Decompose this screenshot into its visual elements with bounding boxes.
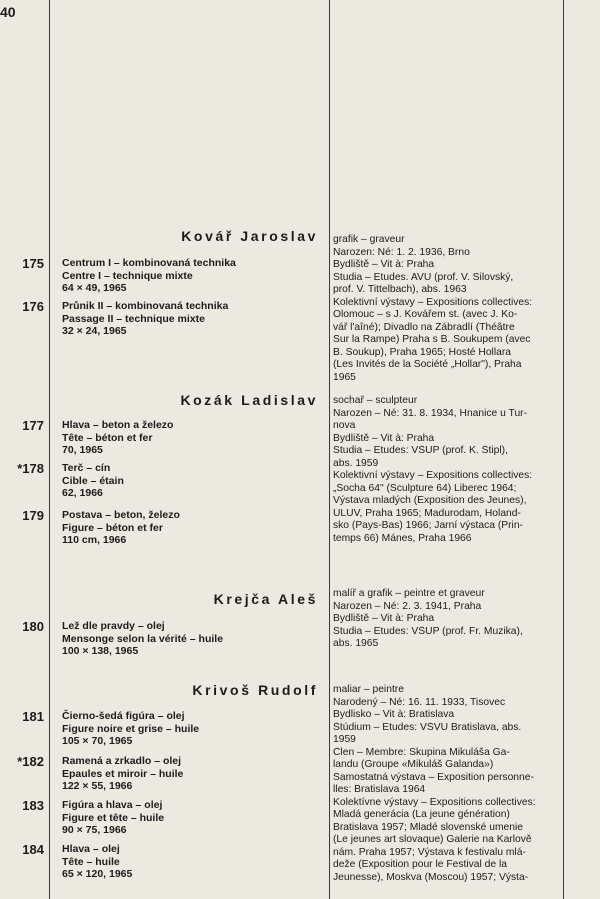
- artwork-title-french: Mensonge selon la vérité – huile: [62, 632, 224, 645]
- artwork-dimensions: 100 × 138, 1965: [62, 645, 139, 658]
- bio-line: Štúdium – Etudes: VŠVU Bratislava, abs.: [333, 721, 522, 733]
- bio-line: temps 66) Mánes, Praha 1966: [333, 532, 472, 544]
- artwork-title-french: Figure – béton et fer: [62, 521, 163, 534]
- bio-line: Samostatná výstava – Exposition personne-: [333, 771, 534, 783]
- catalogue-number: 180: [22, 619, 44, 634]
- artwork-dimensions: 32 × 24, 1965: [62, 325, 127, 338]
- page-number: 40: [0, 4, 16, 20]
- artwork-dimensions: 64 × 49, 1965: [62, 282, 127, 295]
- artwork-dimensions: 110 cm, 1966: [62, 534, 127, 547]
- bio-line: Studia – Etudes. AVU (prof. V. Silovský,: [333, 271, 514, 283]
- artwork-title-french: Figure et tête – huile: [62, 811, 165, 824]
- bio-line: Mladá generácia (La jeune génération): [333, 809, 510, 820]
- artwork-title-french: Epaules et miroir – huile: [62, 767, 184, 780]
- catalogue-number: 181: [22, 709, 44, 724]
- artist-biography: [333, 234, 561, 384]
- bio-line: Bydliště – Vit à: Praha: [333, 432, 435, 444]
- bio-line: maliar – peintre: [333, 684, 404, 695]
- artist-name: Kozák Ladislav: [180, 392, 318, 408]
- bio-line: Výstava mladých (Exposition des Jeunes),: [333, 495, 527, 506]
- bio-line: Narozen – Né: 2. 3. 1941, Praha: [333, 600, 482, 612]
- artist-biography: [333, 684, 561, 884]
- bio-line: lles: Bratislava 1964: [333, 784, 426, 795]
- column-rule-right: [563, 0, 564, 899]
- catalogue-number: 184: [22, 842, 44, 857]
- bio-line: Jeunesse), Moskva (Moscou) 1957; Výsta-: [333, 871, 529, 883]
- bio-line: landu (Groupe «Mikuláš Galanda»): [333, 759, 494, 770]
- bio-line: Sur la Rampe) Praha s B. Soukupem (avec: [333, 334, 531, 345]
- bio-line: Bratislava 1957; Mladé slovenské umenie: [333, 821, 524, 833]
- bio-line: grafik – graveur: [333, 234, 405, 245]
- artwork-title-french: Passage II – technique mixte: [62, 312, 205, 325]
- bio-line: malíř a grafik – peintre et graveur: [333, 588, 485, 599]
- artist-biography: [333, 588, 561, 651]
- artist-name: Krejča Aleš: [213, 591, 318, 607]
- artist-name: Krivoš Rudolf: [192, 682, 318, 698]
- artwork-entry: [62, 843, 324, 881]
- artwork-title-french: Cible – étain: [62, 474, 124, 487]
- bio-line: Kolektivní výstavy – Expositions collectives:: [333, 296, 533, 308]
- bio-line: (Les Invités de la Société „Hollar"), Praha: [333, 359, 522, 370]
- artwork-entry: [62, 710, 324, 748]
- artwork-entry: [62, 799, 324, 837]
- bio-line: abs. 1965: [333, 638, 379, 649]
- bio-line: Bydliště – Vit à: Praha: [333, 613, 435, 624]
- artwork-dimensions: 90 × 75, 1966: [62, 824, 127, 837]
- bio-line: 1965: [333, 371, 356, 383]
- bio-line: Narozen – Né: 31. 8. 1934, Hnanice u Tur-: [333, 407, 528, 419]
- catalogue-number: 175: [22, 256, 44, 271]
- bio-line: Bydlisko – Vit à: Bratislava: [333, 709, 455, 720]
- bio-line: Bydliště – Vit à: Praha: [333, 259, 435, 270]
- artwork-entry: [62, 257, 324, 295]
- bio-line: deže (Exposition pour le Festival de la: [333, 859, 507, 870]
- bio-line: B. Soukup), Praha 1965; Hosté Hollara: [333, 346, 512, 358]
- catalogue-number: 177: [22, 418, 44, 433]
- bio-line: sko (Pays-Bas) 1966; Jarní výstaca (Prin-: [333, 520, 523, 531]
- artwork-dimensions: 105 × 70, 1965: [62, 735, 133, 748]
- bio-line: 1959: [333, 734, 356, 745]
- bio-line: Kolektívne výstavy – Expositions collectives:: [333, 796, 536, 808]
- bio-line: Člen – Membre: Skupina Mikuláša Ga-: [333, 746, 510, 758]
- artwork-title-czech: Centrum I – kombinovaná technika: [62, 257, 236, 269]
- artwork-title-french: Tête – huile: [62, 855, 120, 868]
- bio-line: vář l'aîné); Divadlo na Zábradlí (Théâtre: [333, 321, 515, 333]
- catalogue-number: 176: [22, 299, 44, 314]
- bio-line: Olomouc – s J. Kovářem st. (avec J. Ko-: [333, 309, 518, 320]
- artwork-title-czech: Figúra a hlava – olej: [62, 799, 163, 811]
- artwork-title-czech: Čierno-šedá figúra – olej: [62, 710, 185, 722]
- artwork-title-czech: Hlava – beton a železo: [62, 419, 174, 431]
- bio-line: prof. V. Tittelbach), abs. 1963: [333, 284, 467, 295]
- catalogue-number: 179: [22, 508, 44, 523]
- artwork-dimensions: 65 × 120, 1965: [62, 868, 133, 881]
- bio-line: Kolektivní výstavy – Expositions collectives:: [333, 470, 533, 481]
- bio-line: Studia – Etudes: VŠUP (prof. Fr. Muzika),: [333, 625, 523, 637]
- artwork-title-french: Tête – béton et fer: [62, 431, 153, 444]
- artwork-entry: [62, 300, 324, 338]
- artist-biography: [333, 395, 561, 545]
- catalogue-number: *178: [17, 461, 44, 476]
- artwork-title-czech: Průnik II – kombinovaná technika: [62, 300, 229, 312]
- artwork-title-czech: Terč – cín: [62, 462, 111, 474]
- artwork-title-czech: Lež dle pravdy – olej: [62, 620, 165, 632]
- bio-line: Studia – Etudes: VŠUP (prof. K. Štipl),: [333, 445, 508, 456]
- artwork-title-czech: Postava – beton, železo: [62, 509, 180, 521]
- bio-line: Narozen: Né: 1. 2. 1936, Brno: [333, 246, 470, 258]
- column-rule-left: [49, 0, 50, 899]
- column-rule-middle: [329, 0, 330, 899]
- artwork-dimensions: 70, 1965: [62, 444, 103, 457]
- bio-line: nova: [333, 420, 356, 431]
- catalogue-number: *182: [17, 754, 44, 769]
- artwork-title-czech: Ramená a zrkadlo – olej: [62, 755, 182, 767]
- bio-line: Narodený – Né: 16. 11. 1933, Tisovec: [333, 696, 506, 708]
- bio-line: nám. Praha 1957; Výstava k festivalu mlá-: [333, 846, 526, 858]
- artwork-entry: [62, 462, 324, 500]
- artwork-dimensions: 122 × 55, 1966: [62, 780, 133, 793]
- bio-line: sochař – sculpteur: [333, 395, 418, 406]
- artwork-dimensions: 62, 1966: [62, 487, 103, 500]
- artist-name: Kovář Jaroslav: [181, 228, 318, 244]
- artwork-title-french: Figure noire et grise – huile: [62, 722, 200, 735]
- artwork-title-czech: Hlava – olej: [62, 843, 120, 855]
- catalogue-number: 183: [22, 798, 44, 813]
- artwork-entry: [62, 419, 324, 457]
- artwork-entry: [62, 755, 324, 793]
- artwork-title-french: Centre I – technique mixte: [62, 269, 193, 282]
- bio-line: (Le jeunes art slovaque) Galerie na Karlově: [333, 834, 532, 845]
- bio-line: abs. 1959: [333, 457, 379, 469]
- bio-line: „Socha 64" (Sculpture 64) Liberec 1964;: [333, 482, 517, 494]
- bio-line: ÚLUV, Praha 1965; Madurodam, Holand-: [333, 507, 521, 519]
- artwork-entry: [62, 509, 324, 547]
- artwork-entry: [62, 620, 324, 658]
